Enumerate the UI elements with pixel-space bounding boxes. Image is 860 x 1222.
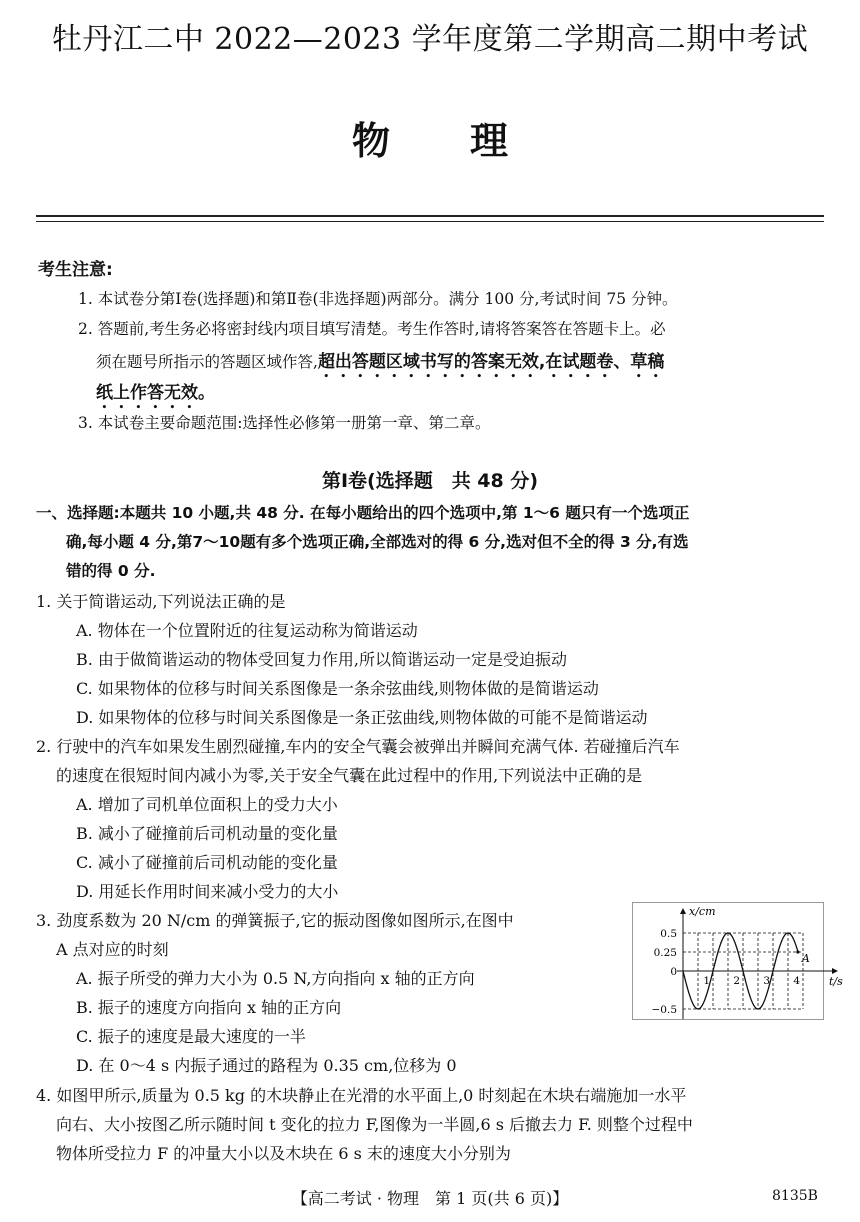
question-1-option-d: D. 如果物体的位移与时间关系图像是一条正弦曲线,则物体做的可能不是简谐运动 [76, 708, 648, 727]
section-instructions-line-1: 一、选择题:本题共 10 小题,共 48 分. 在每小题给出的四个选项中,第 1～6 题只有一个选项正 [36, 504, 690, 522]
question-2-stem-line-2: 的速度在很短时间内减小为零,关于安全气囊在此过程中的作用,下列说法中正确的是 [56, 766, 643, 785]
section-title: 第Ⅰ卷(选择题 共 48 分) [321, 470, 539, 492]
question-2-option-d: D. 用延长作用时间来减小受力的大小 [76, 882, 339, 901]
x-tick-label: 4 [793, 975, 800, 987]
question-1-stem: 1. 关于简谐运动,下列说法正确的是 [36, 592, 286, 611]
question-2-stem-line-1: 2. 行驶中的汽车如果发生剧烈碰撞,车内的安全气囊会被弹出并瞬间充满气体. 若碰撞后汽车 [36, 737, 680, 756]
page-footer: 【高二考试 · 物理 第 1 页(共 6 页)】 [291, 1189, 569, 1208]
x-tick-label: 3 [763, 975, 770, 987]
question-4-line-2: 向右、大小按图乙所示随时间 t 变化的拉力 F,图像为一半圆,6 s 后撤去力 F. 则整个过程中 [56, 1115, 693, 1134]
y-tick-label: −0.5 [651, 1004, 677, 1016]
question-3-stem-line-1: 3. 劲度系数为 20 N/cm 的弹簧振子,它的振动图像如图所示,在图中 [36, 911, 514, 930]
notice-item-2-line-2 [96, 347, 664, 382]
question-2-option-a: A. 增加了司机单位面积上的受力大小 [76, 795, 338, 814]
question-1-option-b: B. 由于做简谐运动的物体受回复力作用,所以简谐运动一定是受迫振动 [76, 650, 568, 669]
x-tick-label: 1 [703, 975, 710, 987]
y-tick-label: 0 [670, 966, 677, 978]
question-2-option-c: C. 减小了碰撞前后司机动能的变化量 [76, 853, 338, 872]
section-instructions-line-3: 错的得 0 分. [66, 562, 156, 580]
notice-emphasis-text: 超出答题区域书写的答案无效,在试题卷、草稿 [317, 352, 665, 372]
question-2-option-b: B. 减小了碰撞前后司机动量的变化量 [76, 824, 338, 843]
question-1-option-c: C. 如果物体的位移与时间关系图像是一条余弦曲线,则物体做的是简谐运动 [76, 679, 599, 698]
question-3-option-d: D. 在 0～4 s 内振子通过的路程为 0.35 cm,位移为 0 [76, 1056, 457, 1075]
x-tick-label: 2 [733, 975, 740, 987]
vibration-graph-svg [633, 903, 843, 1019]
notice-heading: 考生注意: [38, 260, 113, 280]
y-axis-label: x/cm [689, 905, 716, 918]
header-rule-thin [36, 221, 824, 222]
section-instructions-line-2: 确,每小题 4 分,第7～10题有多个选项正确,全部选对的得 6 分,选对但不全的得 3 分,有选 [66, 533, 689, 551]
exam-title: 牡丹江二中 2022—2023 学年度第二学期高二期中考试 [51, 22, 809, 57]
question-1-option-a: A. 物体在一个位置附近的往复运动称为简谐运动 [76, 621, 418, 640]
question-4-line-3: 物体所受拉力 F 的冲量大小以及木块在 6 s 末的速度大小分别为 [56, 1144, 511, 1163]
point-a-marker [796, 950, 799, 953]
x-axis-label: t/s [829, 975, 843, 988]
point-a-label: A [801, 952, 810, 965]
notice-emphasis-text-2: 纸上作答无效。 [96, 383, 215, 403]
y-tick-label: 0.5 [660, 928, 677, 940]
paper-code: 8135B [772, 1188, 818, 1204]
question-4-line-1: 4. 如图甲所示,质量为 0.5 kg 的木块静止在光滑的水平面上,0 时刻起在木块右端施加一水平 [36, 1086, 687, 1105]
header-rule-thick [36, 215, 824, 217]
notice-item-2-line-3 [96, 378, 215, 413]
question-3-option-a: A. 振子所受的弹力大小为 0.5 N,方向指向 x 轴的正方向 [76, 969, 475, 988]
vibration-graph [632, 902, 843, 1020]
notice-item-1: 1. 本试卷分第Ⅰ卷(选择题)和第Ⅱ卷(非选择题)两部分。满分 100 分,考试时间 75 分钟。 [78, 290, 678, 308]
notice-item-3: 3. 本试卷主要命题范围:选择性必修第一册第一章、第二章。 [78, 414, 491, 432]
subject-title: 物理 [351, 119, 588, 163]
question-3-option-c: C. 振子的速度是最大速度的一半 [76, 1027, 306, 1046]
notice-item-2-text: 须在题号所指示的答题区域作答, [96, 353, 318, 371]
y-tick-label: 0.25 [653, 947, 677, 959]
question-3-option-b: B. 振子的速度方向指向 x 轴的正方向 [76, 998, 342, 1017]
notice-item-2-line-1: 2. 答题前,考生务必将密封线内项目填写清楚。考生作答时,请将答案答在答题卡上。必 [78, 320, 666, 338]
question-3-stem-line-2: A 点对应的时刻 [56, 940, 169, 959]
